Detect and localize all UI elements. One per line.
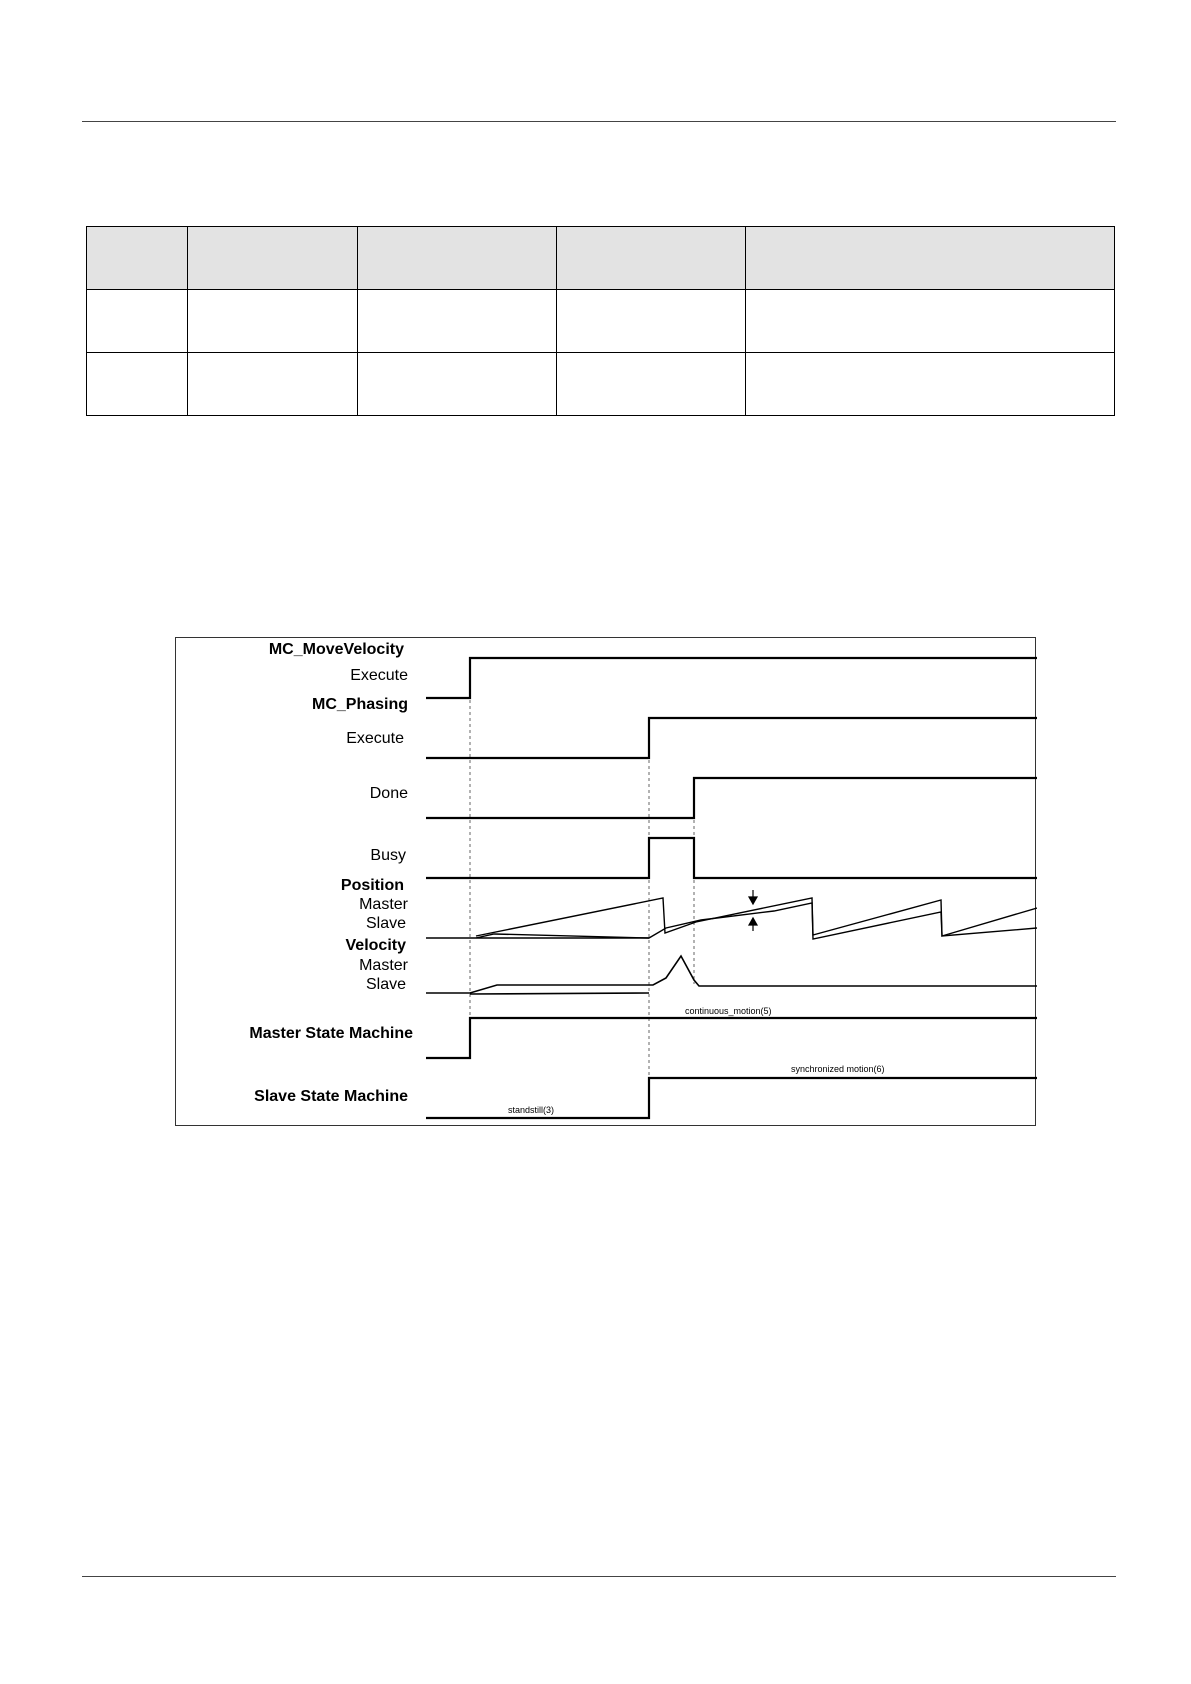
table-header-cell (557, 227, 746, 290)
table-row (87, 353, 1115, 416)
master-state-signal (426, 1018, 1037, 1058)
done-label: Done (369, 785, 408, 802)
timing-diagram-graphics (176, 638, 1037, 1127)
parameter-table (86, 226, 1115, 416)
table-cell (358, 353, 557, 416)
done-signal (426, 778, 1037, 818)
table-header-row (87, 227, 1115, 290)
execute-label: Execute (346, 730, 404, 747)
position-master-curve (476, 898, 1037, 936)
velocity-master-label: Master (359, 957, 408, 974)
table-cell (746, 353, 1115, 416)
table-cell (87, 353, 188, 416)
position-label: Position (340, 877, 404, 894)
table-cell (746, 290, 1115, 353)
standstill-annotation: standstill(3) (508, 1105, 555, 1115)
velocity-master-curve (426, 956, 1037, 993)
synchronized-motion-annotation: synchronized motion(6) (791, 1064, 885, 1074)
position-slave-label: Slave (365, 915, 406, 932)
velocity-slave-label: Slave (365, 976, 406, 993)
execute-label: Execute (350, 667, 408, 684)
table-cell (557, 353, 746, 416)
table-header-cell (87, 227, 188, 290)
table-cell (358, 290, 557, 353)
velocity-label: Velocity (345, 937, 406, 954)
position-slave-curve (476, 903, 1037, 939)
mc-phasing-label: MC_Phasing (311, 696, 408, 713)
busy-label: Busy (370, 847, 406, 864)
header-rule (82, 121, 1116, 122)
table-cell (87, 290, 188, 353)
table-header-cell (188, 227, 358, 290)
table-row (87, 290, 1115, 353)
movevelocity-execute-signal (426, 658, 1037, 698)
mc-movevelocity-label: MC_MoveVelocity (268, 641, 404, 658)
footer-rule (82, 1576, 1116, 1577)
velocity-slave-curve (470, 993, 649, 994)
table-cell (557, 290, 746, 353)
continuous-motion-annotation: continuous_motion(5) (685, 1006, 772, 1016)
position-master-label: Master (359, 896, 408, 913)
busy-signal (426, 838, 1037, 878)
phasing-execute-signal (426, 718, 1037, 758)
table-header-cell (358, 227, 557, 290)
table-cell (188, 290, 358, 353)
master-state-machine-label: Master State Machine (249, 1025, 413, 1042)
timing-diagram (175, 637, 1036, 1126)
table-cell (188, 353, 358, 416)
table-header-cell (746, 227, 1115, 290)
event-markers (470, 694, 694, 1084)
slave-state-machine-label: Slave State Machine (254, 1088, 408, 1105)
